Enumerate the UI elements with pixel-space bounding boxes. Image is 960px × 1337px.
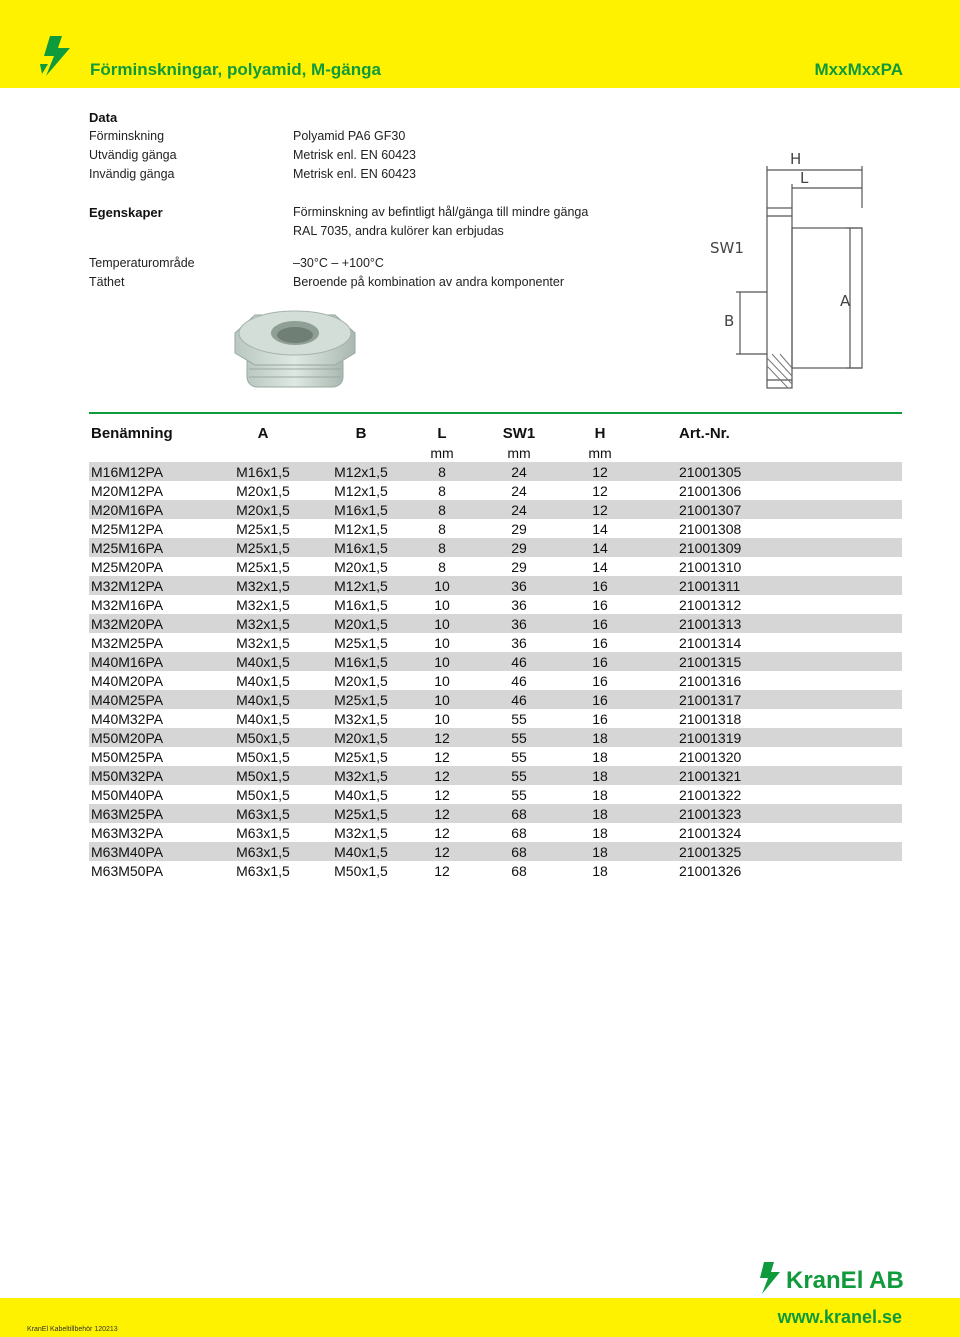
table-cell: 36: [475, 614, 563, 633]
table-cell: 46: [475, 652, 563, 671]
table-row: [89, 709, 902, 728]
table-cell: M25x1,5: [213, 557, 313, 576]
table-row: [89, 500, 902, 519]
table-row: [89, 481, 902, 500]
data-label: Invändig gänga: [89, 167, 175, 181]
product-photo: [225, 295, 365, 405]
table-cell: 21001311: [637, 576, 902, 595]
drawing-label-sw1: SW1: [710, 239, 744, 257]
table-cell: M20x1,5: [313, 728, 409, 747]
lightning-logo-icon: [36, 34, 80, 78]
table-cell: M16x1,5: [213, 462, 313, 481]
product-code: MxxMxxPA: [814, 60, 903, 79]
table-cell: M32x1,5: [313, 766, 409, 785]
table-cell: M63x1,5: [213, 842, 313, 861]
table-cell: 24: [475, 500, 563, 519]
table-cell: 16: [563, 709, 637, 728]
table-cell: M25x1,5: [313, 804, 409, 823]
table-cell: M20x1,5: [213, 481, 313, 500]
table-cell: 21001314: [637, 633, 902, 652]
unit-cell: mm: [430, 445, 454, 461]
table-cell: 68: [475, 861, 563, 880]
table-row: [89, 557, 902, 576]
table-cell: M12x1,5: [313, 462, 409, 481]
table-cell: M32x1,5: [213, 614, 313, 633]
table-cell: M25x1,5: [213, 538, 313, 557]
table-cell: M63x1,5: [213, 804, 313, 823]
properties-line: RAL 7035, andra kulörer kan erbjudas: [293, 224, 504, 238]
table-body: [89, 462, 902, 880]
temp-value: –30°C – +100°C: [293, 256, 384, 270]
temp-label: Temperaturområde: [89, 256, 195, 270]
table-cell: 24: [475, 462, 563, 481]
table-cell: 18: [563, 728, 637, 747]
data-heading: Data: [89, 110, 118, 125]
table-cell: 14: [563, 519, 637, 538]
table-cell: 18: [563, 861, 637, 880]
table-row: [89, 823, 902, 842]
table-top-rule: [89, 412, 902, 414]
table-cell: M32x1,5: [213, 633, 313, 652]
table-cell: 21001318: [637, 709, 902, 728]
table-cell: 36: [475, 576, 563, 595]
table-cell: 21001306: [637, 481, 902, 500]
table-cell: 46: [475, 671, 563, 690]
table-cell: 21001309: [637, 538, 902, 557]
table-cell: M20M12PA: [89, 481, 213, 500]
table-cell: 12: [563, 481, 637, 500]
table-cell: 36: [475, 633, 563, 652]
product-table: [89, 422, 902, 880]
table-row: [89, 652, 902, 671]
table-cell: M25x1,5: [313, 690, 409, 709]
unit-cell: [89, 444, 213, 462]
table-cell: 21001307: [637, 500, 902, 519]
table-cell: 68: [475, 842, 563, 861]
table-row: [89, 576, 902, 595]
table-cell: M50M40PA: [89, 785, 213, 804]
properties-line: Förminskning av befintligt hål/gänga till mindre gänga: [293, 205, 589, 219]
table-cell: M12x1,5: [313, 519, 409, 538]
table-cell: M16M12PA: [89, 462, 213, 481]
table-row: [89, 595, 902, 614]
table-cell: M32x1,5: [313, 823, 409, 842]
table-cell: M40M25PA: [89, 690, 213, 709]
table-cell: 8: [409, 462, 475, 481]
table-cell: M16x1,5: [313, 538, 409, 557]
seal-value: Beroende på kombination av andra komponenter: [293, 275, 565, 289]
table-cell: M12x1,5: [313, 481, 409, 500]
table-cell: 8: [409, 500, 475, 519]
table-cell: 18: [563, 804, 637, 823]
table-cell: 8: [409, 519, 475, 538]
table-cell: M20x1,5: [313, 614, 409, 633]
table-cell: M63M50PA: [89, 861, 213, 880]
table-cell: M20x1,5: [313, 671, 409, 690]
table-cell: 29: [475, 538, 563, 557]
table-cell: 12: [409, 785, 475, 804]
table-cell: M50x1,5: [313, 861, 409, 880]
table-cell: 68: [475, 823, 563, 842]
table-row: [89, 804, 902, 823]
table-cell: M32M16PA: [89, 595, 213, 614]
table-cell: 12: [409, 823, 475, 842]
table-cell: 21001317: [637, 690, 902, 709]
table-cell: 55: [475, 766, 563, 785]
table-cell: 21001305: [637, 462, 902, 481]
table-cell: M32M20PA: [89, 614, 213, 633]
page-title: Förminskningar, polyamid, M-gänga: [90, 60, 381, 79]
kranel-brand-logo: [758, 1260, 908, 1294]
table-units-row: [89, 444, 902, 462]
table-cell: 18: [563, 842, 637, 861]
table-cell: 10: [409, 614, 475, 633]
header-h: H: [594, 424, 606, 442]
table-cell: M63x1,5: [213, 861, 313, 880]
data-value: Metrisk enl. EN 60423: [293, 167, 416, 181]
table-cell: M16x1,5: [313, 595, 409, 614]
table-cell: M63M32PA: [89, 823, 213, 842]
table-cell: 12: [409, 804, 475, 823]
table-row: [89, 690, 902, 709]
table-cell: 21001324: [637, 823, 902, 842]
header-benamning: Benämning: [91, 424, 173, 442]
table-cell: 10: [409, 709, 475, 728]
table-cell: 8: [409, 557, 475, 576]
unit-cell: [637, 444, 902, 462]
table-row: [89, 538, 902, 557]
table-cell: 12: [409, 861, 475, 880]
table-cell: M25x1,5: [313, 633, 409, 652]
table-cell: 16: [563, 576, 637, 595]
table-cell: 18: [563, 766, 637, 785]
table-row: [89, 747, 902, 766]
table-cell: 10: [409, 595, 475, 614]
table-cell: 55: [475, 709, 563, 728]
table-cell: M50x1,5: [213, 766, 313, 785]
unit-cell: mm: [588, 445, 612, 461]
table-cell: M40x1,5: [213, 671, 313, 690]
table-cell: 55: [475, 747, 563, 766]
table-row: [89, 633, 902, 652]
table-cell: M40x1,5: [213, 652, 313, 671]
table-cell: M50M20PA: [89, 728, 213, 747]
table-cell: 36: [475, 595, 563, 614]
unit-cell: [313, 444, 409, 462]
unit-cell: mm: [507, 445, 531, 461]
table-cell: 55: [475, 785, 563, 804]
table-row: [89, 766, 902, 785]
table-cell: M40x1,5: [213, 690, 313, 709]
table-cell: 18: [563, 747, 637, 766]
table-cell: 8: [409, 538, 475, 557]
table-cell: 21001313: [637, 614, 902, 633]
table-cell: M40x1,5: [313, 785, 409, 804]
drawing-label-b: B: [724, 312, 735, 330]
table-cell: M50x1,5: [213, 747, 313, 766]
table-cell: M32x1,5: [213, 595, 313, 614]
table-cell: 16: [563, 652, 637, 671]
table-cell: M16x1,5: [313, 652, 409, 671]
table-cell: 12: [409, 747, 475, 766]
table-cell: M50M32PA: [89, 766, 213, 785]
table-cell: 18: [563, 823, 637, 842]
table-cell: 14: [563, 538, 637, 557]
data-value: Metrisk enl. EN 60423: [293, 148, 416, 162]
header-a: A: [257, 424, 269, 442]
table-cell: M12x1,5: [313, 576, 409, 595]
table-cell: M32x1,5: [213, 576, 313, 595]
table-cell: 21001310: [637, 557, 902, 576]
table-header-row: [89, 422, 902, 444]
table-cell: 8: [409, 481, 475, 500]
table-cell: M32M25PA: [89, 633, 213, 652]
table-cell: 12: [409, 766, 475, 785]
table-cell: M63M40PA: [89, 842, 213, 861]
header-b: B: [355, 424, 367, 442]
table-cell: 21001322: [637, 785, 902, 804]
data-label: Förminskning: [89, 129, 165, 143]
table-row: [89, 861, 902, 880]
table-cell: 55: [475, 728, 563, 747]
drawing-label-a: A: [840, 292, 851, 310]
table-row: [89, 671, 902, 690]
table-row: [89, 519, 902, 538]
table-cell: M40M32PA: [89, 709, 213, 728]
table-cell: M63M25PA: [89, 804, 213, 823]
table-cell: M25M20PA: [89, 557, 213, 576]
table-cell: 12: [563, 462, 637, 481]
table-cell: M25M16PA: [89, 538, 213, 557]
table-cell: 21001315: [637, 652, 902, 671]
table-cell: M40M20PA: [89, 671, 213, 690]
table-cell: M25x1,5: [213, 519, 313, 538]
website-link[interactable]: www.kranel.se: [777, 1307, 902, 1327]
table-cell: 10: [409, 633, 475, 652]
table-cell: M40M16PA: [89, 652, 213, 671]
drawing-label-l: L: [800, 169, 809, 187]
table-cell: 10: [409, 671, 475, 690]
table-cell: 16: [563, 633, 637, 652]
technical-drawing: [700, 148, 870, 398]
table-cell: 10: [409, 576, 475, 595]
drawing-label-h: H: [790, 150, 802, 168]
table-cell: M20M16PA: [89, 500, 213, 519]
table-cell: 21001325: [637, 842, 902, 861]
table-cell: 16: [563, 690, 637, 709]
table-cell: 21001316: [637, 671, 902, 690]
table-cell: M20x1,5: [213, 500, 313, 519]
table-cell: M16x1,5: [313, 500, 409, 519]
table-cell: 10: [409, 652, 475, 671]
table-cell: 16: [563, 595, 637, 614]
table-cell: M32M12PA: [89, 576, 213, 595]
table-cell: M40x1,5: [313, 842, 409, 861]
table-cell: 24: [475, 481, 563, 500]
header-art-nr: Art.-Nr.: [679, 424, 730, 442]
table-cell: M25x1,5: [313, 747, 409, 766]
unit-cell: [213, 444, 313, 462]
table-row: [89, 614, 902, 633]
table-cell: 21001312: [637, 595, 902, 614]
table-cell: M40x1,5: [213, 709, 313, 728]
table-cell: 68: [475, 804, 563, 823]
table-cell: 12: [409, 842, 475, 861]
table-cell: 21001323: [637, 804, 902, 823]
footer-small-text: KranEl Kabeltillbehör 120213: [27, 1326, 118, 1333]
table-cell: 29: [475, 519, 563, 538]
table-cell: M25M12PA: [89, 519, 213, 538]
header-sw1: SW1: [502, 424, 536, 442]
table-cell: 18: [563, 785, 637, 804]
data-value: Polyamid PA6 GF30: [293, 129, 406, 143]
table-cell: 21001319: [637, 728, 902, 747]
table-cell: M50x1,5: [213, 728, 313, 747]
table-cell: 29: [475, 557, 563, 576]
seal-label: Täthet: [89, 275, 125, 289]
table-row: [89, 785, 902, 804]
table-cell: 10: [409, 690, 475, 709]
data-label: Utvändig gänga: [89, 148, 177, 162]
table-cell: M32x1,5: [313, 709, 409, 728]
table-cell: 21001320: [637, 747, 902, 766]
brand-logo-text: KranEl AB: [786, 1267, 904, 1294]
table-cell: 21001321: [637, 766, 902, 785]
table-cell: 21001308: [637, 519, 902, 538]
table-row: [89, 842, 902, 861]
table-cell: 21001326: [637, 861, 902, 880]
table-row: [89, 462, 902, 481]
table-row: [89, 728, 902, 747]
table-cell: M20x1,5: [313, 557, 409, 576]
table-cell: M50M25PA: [89, 747, 213, 766]
table-cell: 16: [563, 614, 637, 633]
table-cell: M63x1,5: [213, 823, 313, 842]
table-cell: M50x1,5: [213, 785, 313, 804]
table-cell: 46: [475, 690, 563, 709]
table-cell: 12: [409, 728, 475, 747]
properties-heading: Egenskaper: [89, 205, 163, 220]
table-cell: 12: [563, 500, 637, 519]
table-cell: 14: [563, 557, 637, 576]
header-l: L: [437, 424, 447, 442]
table-cell: 16: [563, 671, 637, 690]
